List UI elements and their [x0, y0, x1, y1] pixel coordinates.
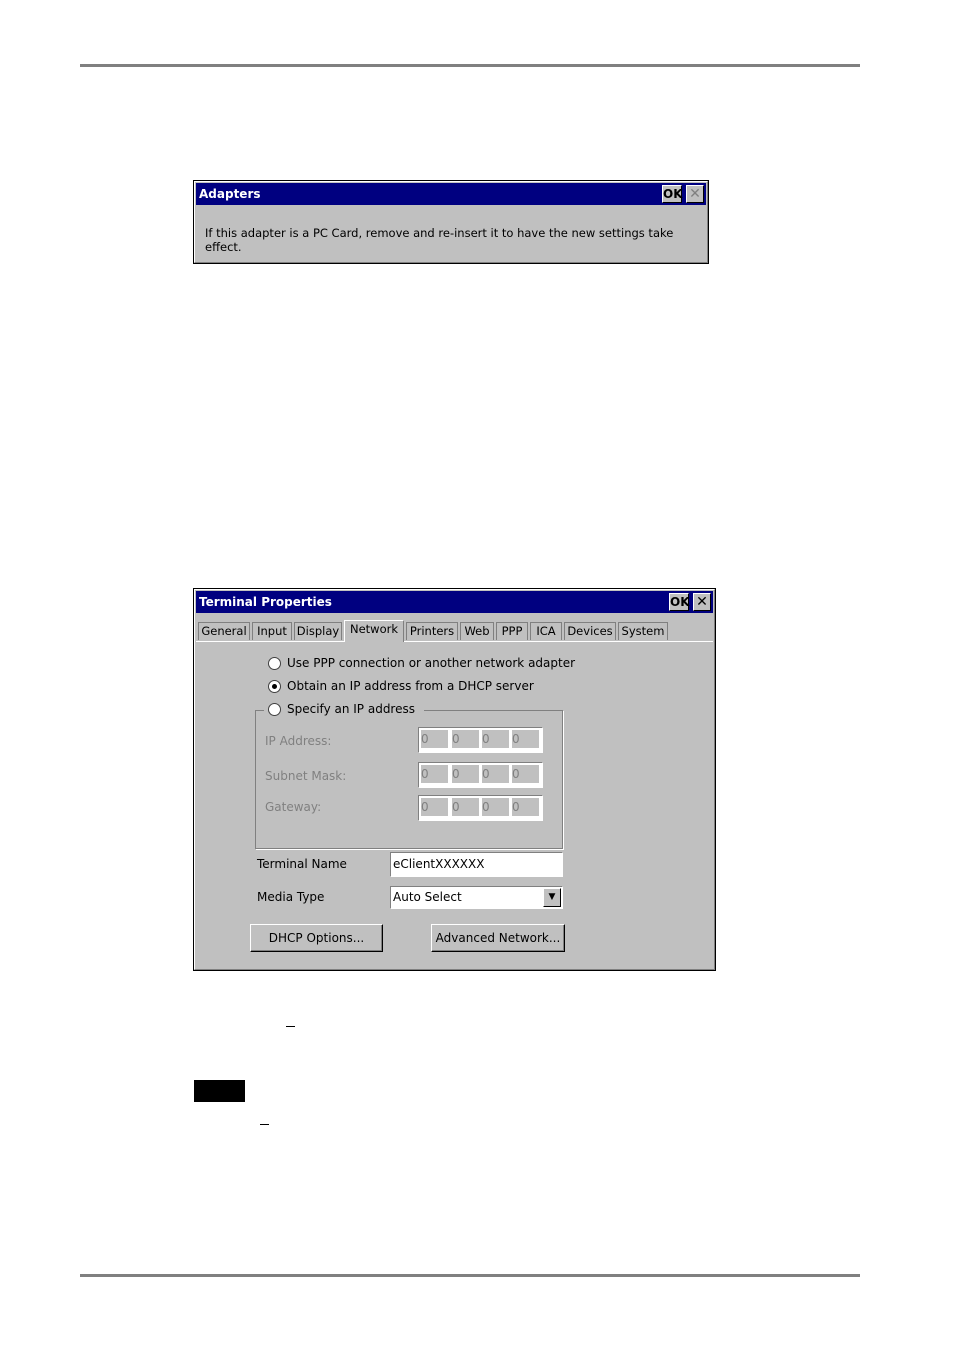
advanced-network-button[interactable]: Advanced Network...	[431, 924, 565, 952]
black-label-box	[194, 1080, 245, 1102]
radio-use-ppp[interactable]	[268, 657, 281, 670]
radio-use-ppp-label[interactable]: Use PPP connection or another network adapter	[287, 656, 576, 670]
media-type-select[interactable]	[390, 886, 563, 909]
tab-devices[interactable]: Devices	[564, 622, 616, 640]
terminal-properties-dialog	[193, 588, 716, 971]
ip-octet-3[interactable]: 0	[482, 730, 509, 748]
subnet-mask-label: Subnet Mask:	[265, 769, 347, 783]
gateway-octet-4[interactable]: 0	[512, 798, 539, 816]
adapters-dialog	[193, 180, 709, 264]
subnet-mask-input[interactable]	[418, 762, 543, 788]
subnet-octet-3[interactable]: 0	[482, 765, 509, 783]
tab-printers[interactable]: Printers	[406, 622, 458, 640]
underscore-mark	[286, 1026, 295, 1027]
tab-ica[interactable]: ICA	[530, 622, 562, 640]
ip-octet-4[interactable]: 0	[512, 730, 539, 748]
media-type-label: Media Type	[257, 890, 325, 904]
radio-specify-ip-label[interactable]: Specify an IP address	[287, 702, 415, 716]
adapters-close-icon[interactable]: ✕	[686, 185, 704, 203]
dhcp-options-button[interactable]: DHCP Options...	[250, 924, 383, 952]
radio-specify-ip[interactable]	[268, 703, 281, 716]
bottom-rule	[80, 1274, 860, 1277]
tab-input[interactable]: Input	[252, 622, 292, 640]
ip-octet-2[interactable]: 0	[452, 730, 479, 748]
ip-octet-1[interactable]: 0	[421, 730, 448, 748]
gateway-label: Gateway:	[265, 800, 322, 814]
terminal-titlebar[interactable]	[196, 591, 713, 613]
adapters-message: If this adapter is a PC Card, remove and re-insert it to have the new settings take effect.	[205, 226, 674, 254]
media-type-value: Auto Select	[393, 890, 462, 904]
adapters-ok-button[interactable]: OK	[663, 187, 683, 201]
subnet-octet-4[interactable]: 0	[512, 765, 539, 783]
tab-web[interactable]: Web	[460, 622, 494, 640]
gateway-octet-3[interactable]: 0	[482, 798, 509, 816]
subnet-octet-2[interactable]: 0	[452, 765, 479, 783]
tab-system[interactable]: System	[618, 622, 668, 640]
ip-address-input[interactable]	[418, 727, 543, 753]
ip-address-label: IP Address:	[265, 734, 332, 748]
adapters-title: Adapters	[199, 187, 261, 201]
terminal-name-label: Terminal Name	[257, 857, 347, 871]
tab-network[interactable]: Network	[344, 620, 404, 642]
subnet-octet-1[interactable]: 0	[421, 765, 448, 783]
underscore-mark-2	[260, 1124, 269, 1125]
adapters-titlebar[interactable]	[196, 183, 706, 205]
radio-obtain-dhcp-label[interactable]: Obtain an IP address from a DHCP server	[287, 679, 534, 693]
terminal-name-field[interactable]	[390, 852, 563, 877]
terminal-name-value: eClientXXXXXX	[393, 857, 485, 871]
top-rule	[80, 64, 860, 67]
tab-ppp[interactable]: PPP	[496, 622, 528, 640]
gateway-input[interactable]	[418, 795, 543, 821]
chevron-down-icon[interactable]: ▼	[543, 888, 561, 907]
terminal-close-icon[interactable]: ✕	[693, 593, 711, 611]
gateway-octet-1[interactable]: 0	[421, 798, 448, 816]
radio-obtain-dhcp[interactable]	[268, 680, 281, 693]
terminal-title: Terminal Properties	[199, 595, 332, 609]
tab-general[interactable]: General	[198, 622, 250, 640]
tab-display[interactable]: Display	[294, 622, 342, 640]
terminal-ok-button[interactable]: OK	[670, 595, 690, 609]
gateway-octet-2[interactable]: 0	[452, 798, 479, 816]
